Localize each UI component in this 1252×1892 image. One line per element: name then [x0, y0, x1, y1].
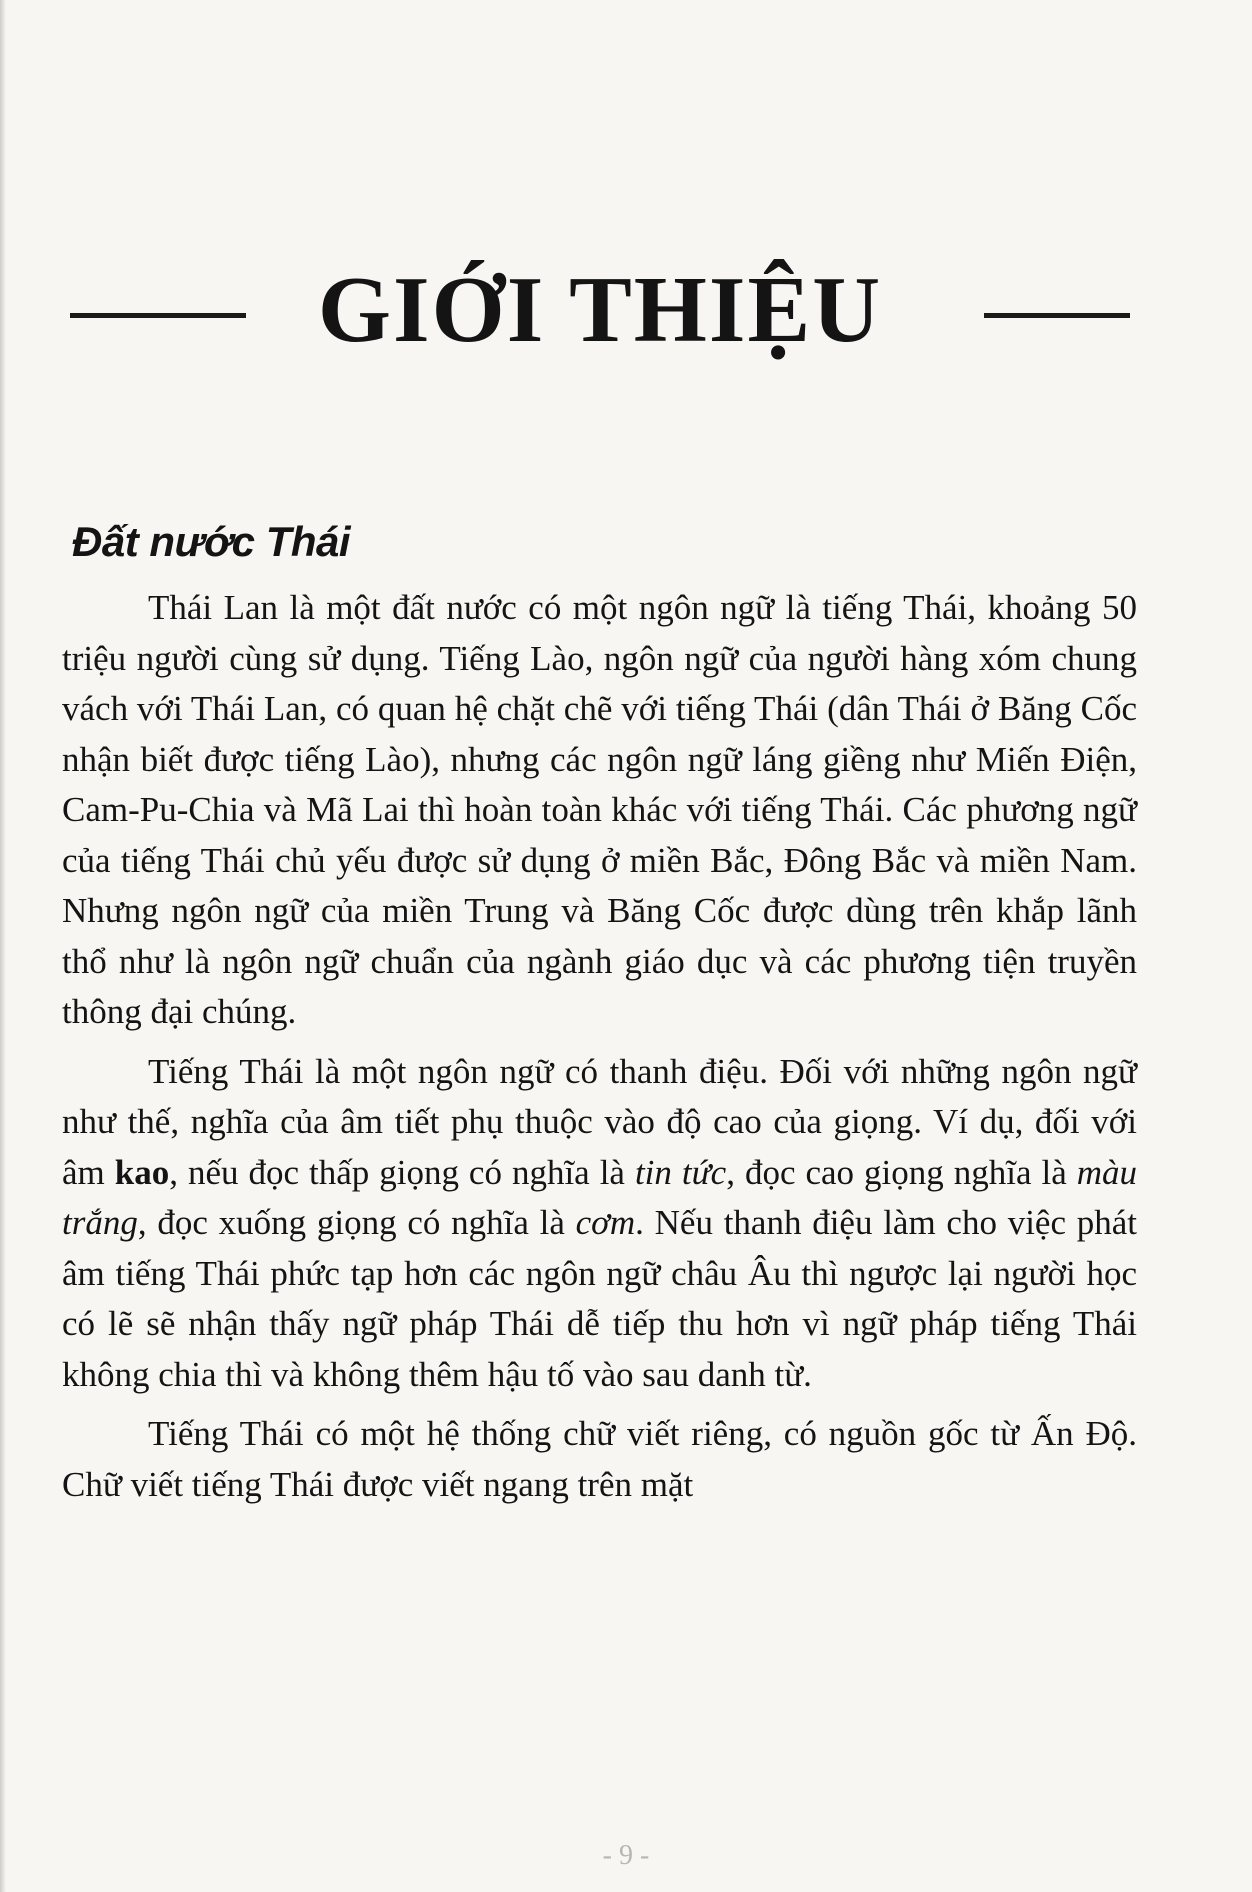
p2-text-3: , đọc cao giọng nghĩa là — [726, 1152, 1077, 1192]
paragraph-1: Thái Lan là một đất nước có một ngôn ngữ là tiếng Thái, khoảng 50 triệu người cùng sử dụng. Tiếng Lào, ngôn ngữ của người hàng xóm chung vách với Thái Lan, có quan hệ chặt chẽ với tiếng Thái (dân Thái ở Băng Cốc nhận biết được tiếng Lào), nhưng các ngôn ngữ láng giềng như Miến Điện, Cam-Pu-Chia và Mã Lai thì hoàn toàn khác với tiếng Thái. Các phương ngữ của tiếng Thái chủ yếu được sử dụng ở miền Bắc, Đông Bắc và miền Nam. Nhưng ngôn ngữ của miền Trung và Băng Cốc được dùng trên khắp lãnh thổ như là ngôn ngữ chuẩn của ngành giáo dục và các phương tiện truyền thông đại chúng. — [62, 588, 1137, 1031]
title-rule-right — [984, 313, 1130, 318]
title-row — [70, 255, 1130, 365]
term-tin-tuc: tin tức — [634, 1152, 727, 1192]
term-mau-trang: màu trắng — [62, 1152, 1137, 1242]
p2-text-1: Tiếng Thái là một ngôn ngữ có thanh điệu. Đối với những ngôn ngữ như thế, nghĩa của âm tiết phụ thuộc vào độ cao của giọng. Ví dụ, đối với âm — [62, 1051, 1137, 1192]
page-number: - 9 - — [602, 1840, 650, 1871]
page-title: GIỚI THIỆU — [317, 258, 883, 362]
p2-text-5: . Nếu thanh điệu làm cho việc phát âm tiếng Thái phức tạp hơn các ngôn ngữ châu Âu thì ngược lại người học có lẽ sẽ nhận thấy ngữ pháp Thái dễ tiếp thu hơn vì ngữ pháp tiếng Thái không chia thì và không thêm hậu tố vào sau danh từ. — [62, 1203, 1137, 1394]
paragraph-2 — [62, 1047, 1137, 1401]
term-kao: kao — [114, 1152, 170, 1192]
paragraph-3: Tiếng Thái có một hệ thống chữ viết riêng, có nguồn gốc từ Ấn Độ. Chữ viết tiếng Thái được viết ngang trên mặt — [62, 1414, 1137, 1504]
p2-text-4: , đọc xuống giọng có nghĩa là — [137, 1203, 576, 1242]
term-com: cơm — [575, 1203, 636, 1242]
section-heading: Đất nước Thái — [72, 518, 351, 565]
p2-text-2: , nếu đọc thấp giọng có nghĩa là — [169, 1152, 635, 1192]
body-text — [62, 583, 1137, 1510]
page-edge — [0, 0, 6, 1892]
